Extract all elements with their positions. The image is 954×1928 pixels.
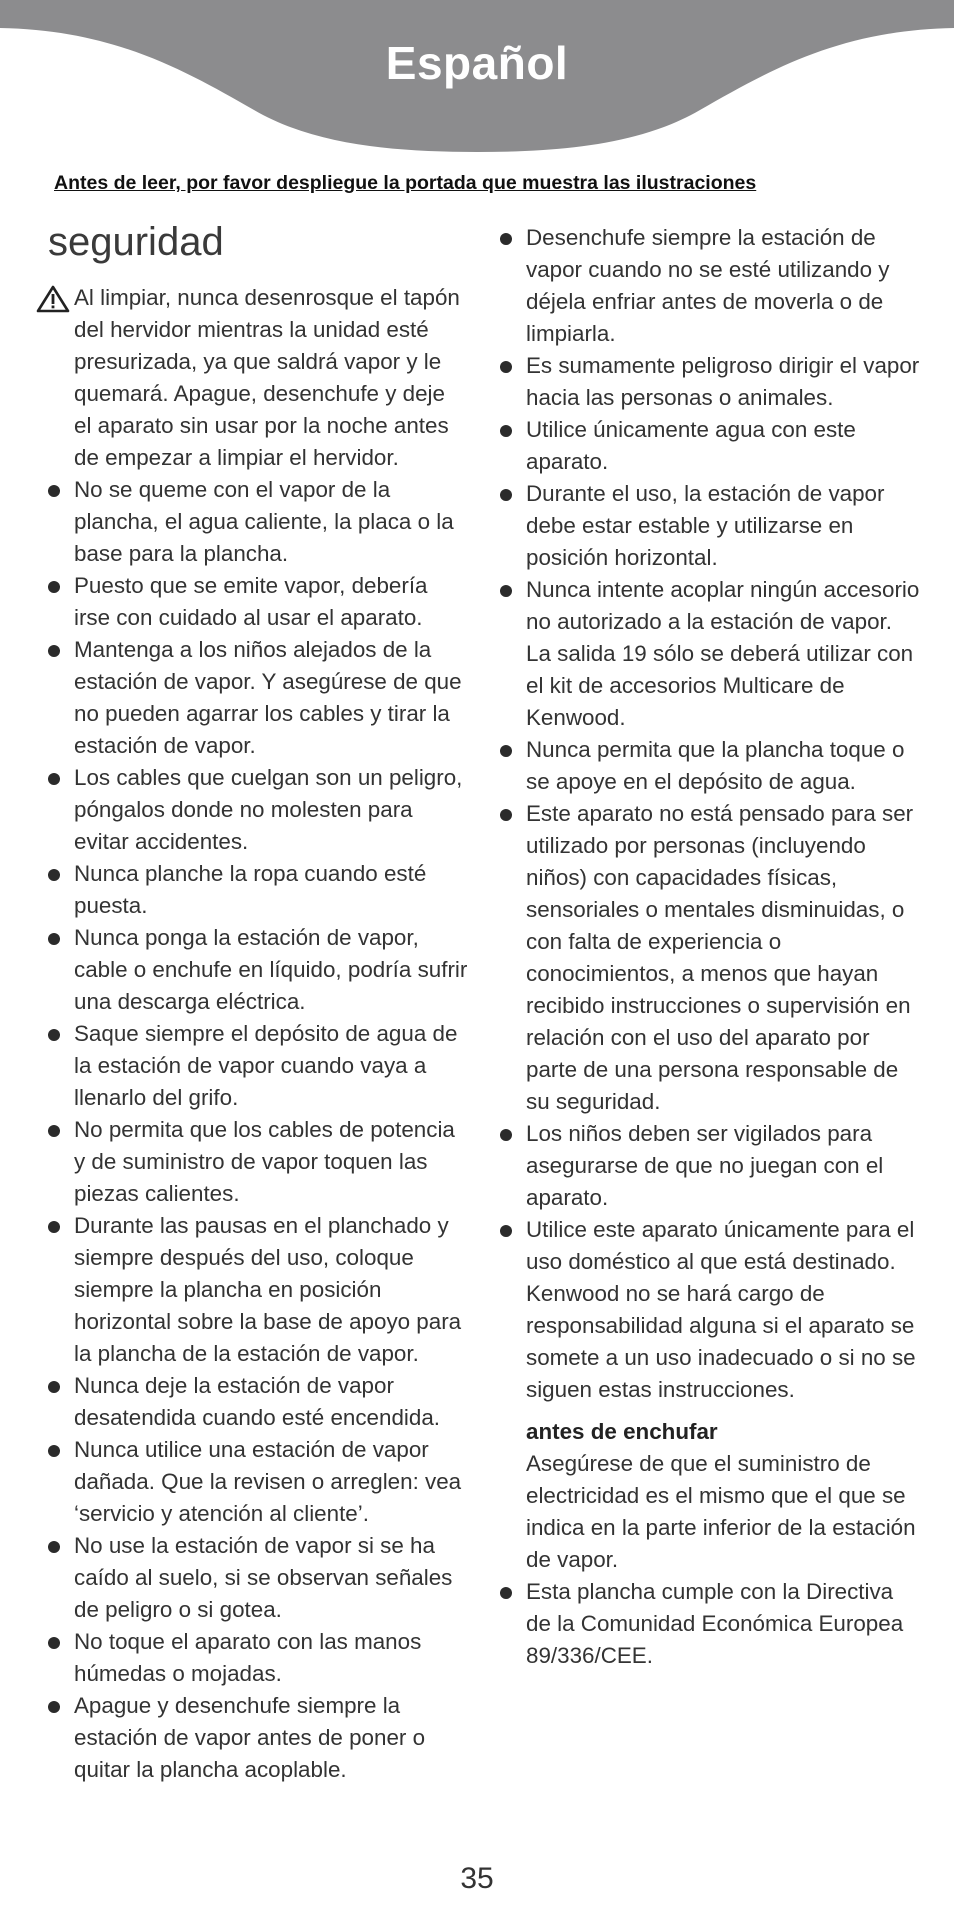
list-item-text: Nunca deje la estación de vapor desatendida cuando esté encendida. xyxy=(74,1373,441,1430)
instructions-notice: Antes de leer, por favor despliegue la portada que muestra las ilustraciones xyxy=(54,172,757,194)
list-item-text: Esta plancha cumple con la Directiva de la Comunidad Económica Europea 89/336/CEE. xyxy=(526,1579,904,1668)
list-item-text: Los cables que cuelgan son un peligro, póngalos donde no molesten para evitar accidentes. xyxy=(74,765,463,854)
warning-item-text: Al limpiar, nunca desenrosque el tapón del hervidor mientras la unidad esté presurizada, ya que saldrá vapor y le quemará. Apague, desenchufe y deje el aparato sin usar por la noche antes de empezar a limpiar el hervidor. xyxy=(74,285,460,470)
list-item-text: Nunca ponga la estación de vapor, cable o enchufe en líquido, podría sufrir una descarga eléctrica. xyxy=(74,925,468,1014)
list-item-text: Desenchufe siempre la estación de vapor cuando no se esté utilizando y déjela enfriar antes de moverla o de limpiarla. xyxy=(526,225,890,346)
safety-list-left xyxy=(48,282,468,1786)
list-item xyxy=(500,350,920,414)
bullet-icon xyxy=(500,585,512,597)
page-title: Español xyxy=(385,37,569,89)
list-item xyxy=(48,1434,468,1530)
bullet-icon xyxy=(48,869,60,881)
before-plugging-text: Asegúrese de que el suministro de electricidad es el mismo que el que se indica en la parte inferior de la estación de vapor. xyxy=(526,1451,916,1572)
bullet-icon xyxy=(48,485,60,497)
list-item xyxy=(48,1370,468,1434)
bullet-icon xyxy=(48,933,60,945)
list-item-text: Utilice este aparato únicamente para el uso doméstico al que está destinado. Kenwood no se hará cargo de responsabilidad alguna si el aparato se somete a un uso inadecuado o si no se siguen estas instrucciones. xyxy=(526,1217,916,1402)
bullet-icon xyxy=(48,1445,60,1457)
bullet-icon xyxy=(500,361,512,373)
header-band xyxy=(0,0,954,160)
list-item xyxy=(48,1530,468,1626)
bullet-icon xyxy=(500,1587,512,1599)
list-item xyxy=(500,574,920,734)
before-plugging-title: antes de enchufar xyxy=(526,1419,718,1444)
bullet-icon xyxy=(48,581,60,593)
list-item-text: Utilice únicamente agua con este aparato. xyxy=(526,417,856,474)
right-column xyxy=(500,222,920,1672)
bullet-icon xyxy=(500,809,512,821)
bullet-icon xyxy=(48,1221,60,1233)
list-item xyxy=(48,1210,468,1370)
bullet-icon xyxy=(48,1125,60,1137)
list-item xyxy=(500,478,920,574)
list-item xyxy=(48,858,468,922)
list-item-text: Nunca utilice una estación de vapor dañada. Que la revisen o arreglen: vea ‘servicio y atención al cliente’. xyxy=(74,1437,462,1526)
safety-list-right xyxy=(500,222,920,1406)
list-item-text: Durante el uso, la estación de vapor debe estar estable y utilizarse en posición horizontal. xyxy=(526,481,885,570)
list-item xyxy=(500,1576,920,1672)
list-item-text: No use la estación de vapor si se ha caído al suelo, si se observan señales de peligro o si gotea. xyxy=(74,1533,453,1622)
bullet-icon xyxy=(500,233,512,245)
list-item xyxy=(500,1118,920,1214)
left-column xyxy=(48,218,468,1786)
bullet-icon xyxy=(48,1701,60,1713)
list-item-text: No permita que los cables de potencia y de suministro de vapor toquen las piezas calientes. xyxy=(74,1117,455,1206)
list-item-text: Saque siempre el depósito de agua de la estación de vapor cuando vaya a llenarlo del grifo. xyxy=(74,1021,458,1110)
bullet-icon xyxy=(500,489,512,501)
list-item xyxy=(48,1626,468,1690)
list-item xyxy=(48,570,468,634)
list-item xyxy=(48,1690,468,1786)
list-item xyxy=(500,1214,920,1406)
bullet-icon xyxy=(500,745,512,757)
section-title: seguridad xyxy=(48,220,224,264)
page-number: 35 xyxy=(460,1862,494,1895)
bullet-icon xyxy=(500,1225,512,1237)
bullet-icon xyxy=(48,645,60,657)
list-item-text: Nunca permita que la plancha toque o se apoye en el depósito de agua. xyxy=(526,737,905,794)
list-item-text: Es sumamente peligroso dirigir el vapor hacia las personas o animales. xyxy=(526,353,920,410)
list-item-text: No toque el aparato con las manos húmedas o mojadas. xyxy=(74,1629,422,1686)
warning-item xyxy=(48,282,468,474)
before-plugging-list xyxy=(500,1576,920,1672)
list-item-text: Durante las pausas en el planchado y siempre después del uso, coloque siempre la plancha en posición horizontal sobre la base de apoyo para la plancha de la estación de vapor. xyxy=(74,1213,462,1366)
list-item-text: Mantenga a los niños alejados de la estación de vapor. Y asegúrese de que no pueden agarrar los cables y tirar la estación de vapor. xyxy=(74,637,462,758)
list-item xyxy=(500,222,920,350)
bullet-icon xyxy=(48,1381,60,1393)
bullet-icon xyxy=(48,1637,60,1649)
list-item-text: Este aparato no está pensado para ser utilizado por personas (incluyendo niños) con capacidades físicas, sensoriales o mentales disminuidas, o con falta de experiencia o conocimientos, a menos que hayan recibido instrucciones o supervisión en relación con el uso del aparato por parte de una persona responsable de su seguridad. xyxy=(526,801,914,1114)
list-item-text: Los niños deben ser vigilados para asegurarse de que no juegan con el aparato. xyxy=(526,1121,884,1210)
list-item-text: Apague y desenchufe siempre la estación de vapor antes de poner o quitar la plancha acoplable. xyxy=(74,1693,426,1782)
list-item xyxy=(48,1114,468,1210)
bullet-icon xyxy=(500,1129,512,1141)
list-item-text: Nunca planche la ropa cuando esté puesta. xyxy=(74,861,427,918)
list-item xyxy=(48,634,468,762)
list-item xyxy=(48,922,468,1018)
list-item xyxy=(500,798,920,1118)
bullet-icon xyxy=(500,425,512,437)
warning-triangle-icon xyxy=(36,285,70,313)
list-item xyxy=(48,474,468,570)
list-item xyxy=(500,734,920,798)
list-item xyxy=(500,414,920,478)
bullet-icon xyxy=(48,1029,60,1041)
list-item xyxy=(48,762,468,858)
list-item xyxy=(48,1018,468,1114)
list-item-text: Nunca intente acoplar ningún accesorio no autorizado a la estación de vapor. La salida 19 sólo se deberá utilizar con el kit de accesorios Multicare de Kenwood. xyxy=(526,577,920,730)
list-item-text: Puesto que se emite vapor, debería irse con cuidado al usar el aparato. xyxy=(74,573,428,630)
bullet-icon xyxy=(48,773,60,785)
bullet-icon xyxy=(48,1541,60,1553)
list-item-text: No se queme con el vapor de la plancha, el agua caliente, la placa o la base para la plancha. xyxy=(74,477,454,566)
